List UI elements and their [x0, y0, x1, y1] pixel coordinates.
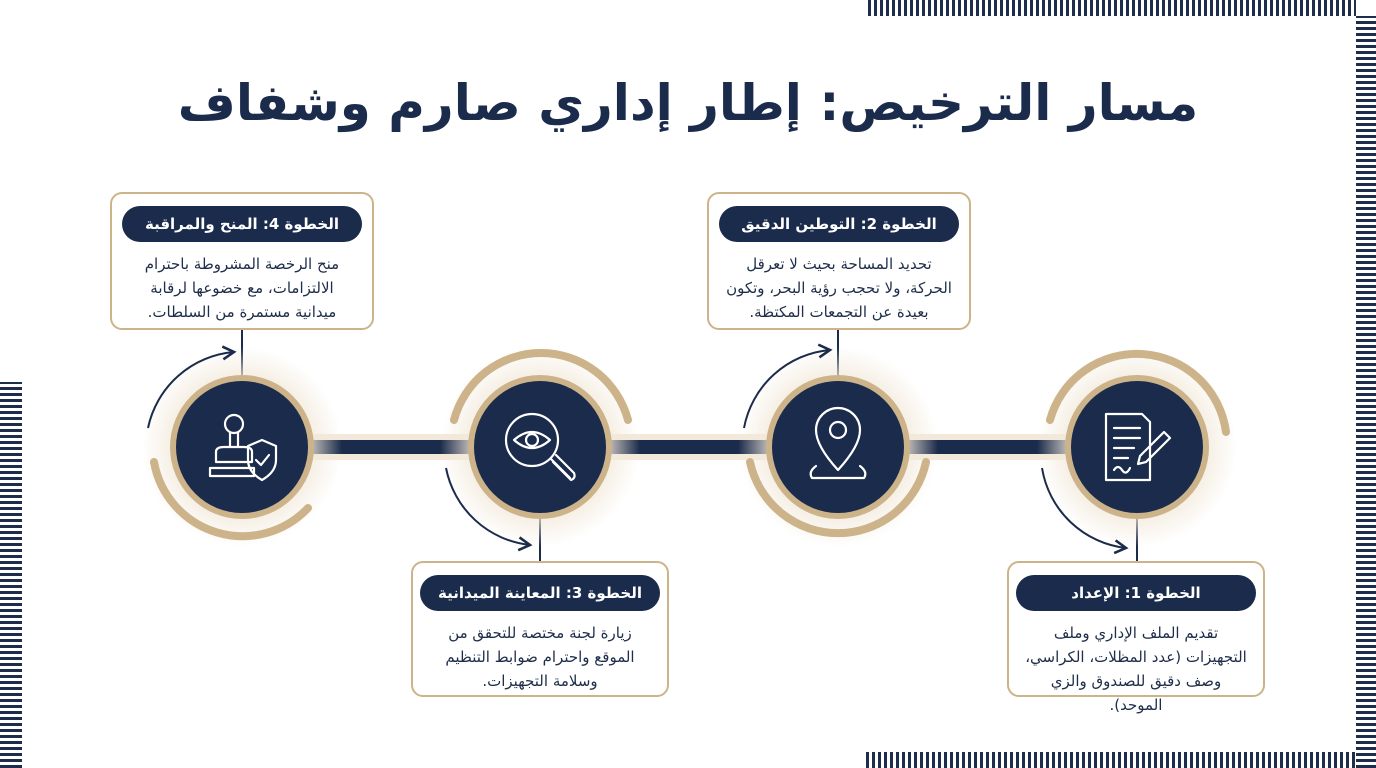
step-1-line-1: تقديم الملف الإداري وملف	[1053, 624, 1219, 642]
step-2-node	[738, 347, 938, 547]
step-3-node	[440, 347, 640, 547]
step-3-card	[411, 561, 669, 697]
step-1-node	[1037, 347, 1237, 548]
step-3-line-2: الموقع واحترام ضوابط التنظيم	[445, 648, 635, 666]
step-2-label: الخطوة 2: التوطين الدقيق	[719, 206, 959, 242]
step-2-line-1: تحديد المساحة بحيث لا تعرقل	[746, 255, 932, 273]
step-4-line-3: ميدانية مستمرة من السلطات.	[147, 303, 337, 321]
step-4-card	[110, 192, 374, 330]
step-2-line-3: بعيدة عن التجمعات المكتظة.	[749, 303, 929, 321]
step-3-label: الخطوة 3: المعاينة الميدانية	[420, 575, 660, 611]
step-2-line-2: الحركة، ولا تحجب رؤية البحر، وتكون	[726, 279, 952, 297]
step-1-line-2: التجهيزات (عدد المظلات، الكراسي،	[1025, 648, 1247, 666]
page-title: مسار الترخيص: إطار إداري صارم وشفاف	[177, 74, 1199, 132]
step-4-line-2: الالتزامات، مع خضوعها لرقابة	[150, 279, 334, 297]
step-3-line-1: زيارة لجنة مختصة للتحقق من	[448, 624, 632, 642]
step-4-node	[142, 347, 342, 547]
step-2-card	[707, 192, 971, 330]
step-1-label: الخطوة 1: الإعداد	[1016, 575, 1256, 611]
step-4-label: الخطوة 4: المنح والمراقبة	[122, 206, 362, 242]
step-4-line-1: منح الرخصة المشروطة باحترام	[144, 255, 340, 273]
step-1-line-3: وصف دقيق للصندوق والزي الموحد).	[1050, 672, 1222, 714]
timeline-bar	[240, 440, 1140, 454]
step-3-line-3: وسلامة التجهيزات.	[482, 672, 598, 690]
step-1-card	[1007, 561, 1265, 714]
